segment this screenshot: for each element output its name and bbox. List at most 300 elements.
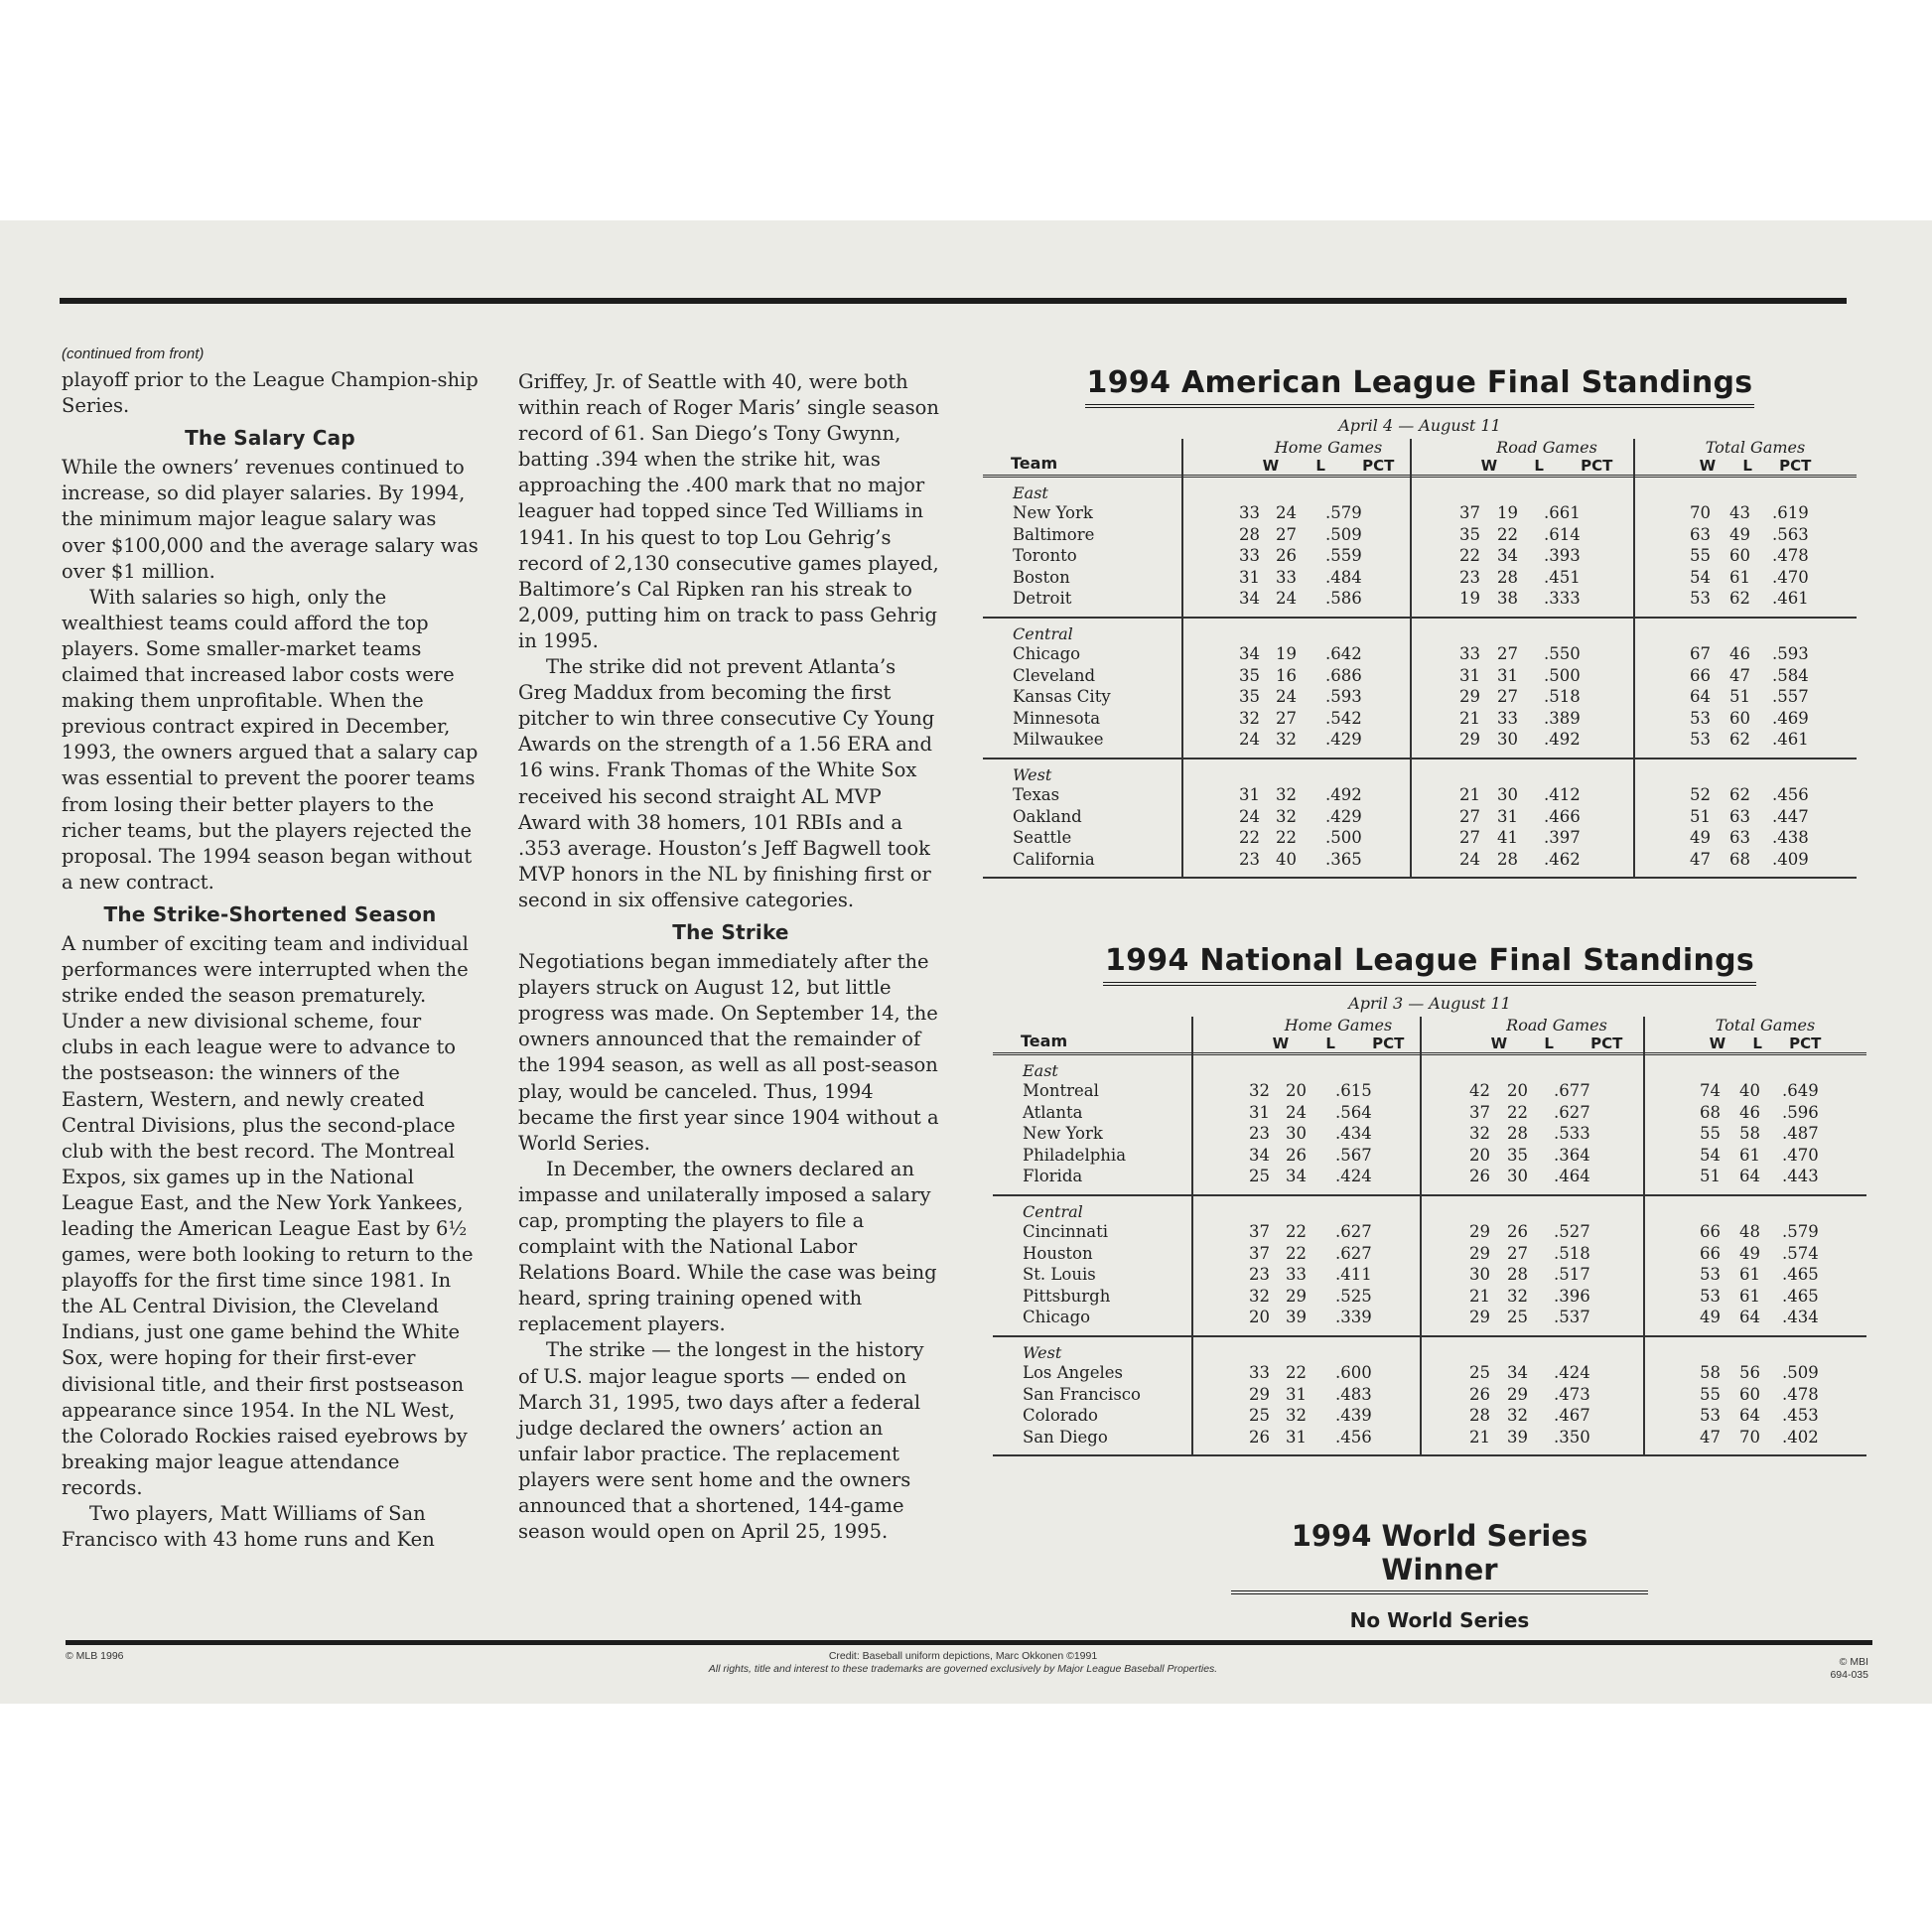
column-separator xyxy=(1181,439,1183,879)
stat-cell-hl: 39 xyxy=(1286,1308,1307,1327)
table-row xyxy=(993,1103,1866,1125)
world-series-box xyxy=(1231,1519,1648,1632)
stat-cell-rp: .397 xyxy=(1544,828,1581,848)
stat-cell-tp: .478 xyxy=(1772,546,1809,566)
stat-cell-hl: 30 xyxy=(1286,1124,1307,1144)
stat-cell-rp: .364 xyxy=(1554,1145,1590,1165)
stat-cell-rl: 27 xyxy=(1497,687,1518,707)
stat-cell-rl: 31 xyxy=(1497,806,1518,826)
al-dates: April 4 — August 11 xyxy=(1338,416,1501,435)
column-separator xyxy=(1191,1017,1193,1456)
stat-cell-tl: 62 xyxy=(1729,730,1750,750)
stat-cell-tl: 64 xyxy=(1739,1406,1760,1426)
stat-cell-rl: 27 xyxy=(1497,643,1518,663)
road-games-header xyxy=(1472,1017,1641,1052)
team-column-header: Team xyxy=(1021,1032,1068,1050)
division-central xyxy=(993,1196,1866,1337)
table-row xyxy=(983,807,1857,829)
stat-cell-tp: .456 xyxy=(1772,784,1809,804)
stat-cell-hp: .509 xyxy=(1325,524,1362,544)
stat-cell-rl: 30 xyxy=(1497,730,1518,750)
stat-cell-tw: 52 xyxy=(1690,784,1711,804)
stat-cell-tw: 53 xyxy=(1690,708,1711,728)
total-l-header: L xyxy=(1742,457,1752,475)
home-games-header xyxy=(1244,439,1413,475)
stat-cell-tw: 51 xyxy=(1700,1167,1721,1186)
stat-cell-hp: .564 xyxy=(1335,1102,1372,1122)
stat-cell-hp: .429 xyxy=(1325,806,1362,826)
stat-cell-hp: .593 xyxy=(1325,687,1362,707)
stat-cell-tw: 49 xyxy=(1690,828,1711,848)
team-name: Montreal xyxy=(1023,1081,1099,1100)
stat-cell-rl: 26 xyxy=(1507,1221,1528,1241)
stat-cell-rp: .527 xyxy=(1554,1221,1590,1241)
team-name: Seattle xyxy=(1013,828,1072,848)
stat-cell-rw: 33 xyxy=(1459,643,1480,663)
table-row xyxy=(993,1222,1866,1244)
table-row xyxy=(983,525,1857,547)
table-row xyxy=(983,850,1857,872)
stat-cell-hl: 29 xyxy=(1286,1286,1307,1306)
road-pct-header: PCT xyxy=(1590,1035,1623,1052)
world-series-result: No World Series xyxy=(1349,1608,1530,1632)
stat-cell-rw: 21 xyxy=(1459,784,1480,804)
stat-cell-hl: 16 xyxy=(1276,665,1297,685)
stat-cell-tp: .447 xyxy=(1772,806,1809,826)
stat-cell-rl: 32 xyxy=(1507,1286,1528,1306)
stat-cell-tw: 53 xyxy=(1700,1286,1721,1306)
stat-cell-hp: .686 xyxy=(1325,665,1362,685)
stat-cell-tw: 47 xyxy=(1700,1427,1721,1447)
division-name: West xyxy=(1013,764,1052,784)
stat-cell-tl: 48 xyxy=(1739,1221,1760,1241)
table-row xyxy=(983,709,1857,731)
stat-cell-tl: 46 xyxy=(1729,643,1750,663)
stat-cell-hp: .484 xyxy=(1325,567,1362,587)
stat-cell-tw: 53 xyxy=(1700,1265,1721,1285)
stat-cell-hp: .439 xyxy=(1335,1406,1372,1426)
stat-cell-hp: .525 xyxy=(1335,1286,1372,1306)
stat-cell-hl: 32 xyxy=(1276,806,1297,826)
stat-cell-hp: .627 xyxy=(1335,1221,1372,1241)
stat-cell-rw: 20 xyxy=(1469,1145,1490,1165)
paragraph: Two players, Matt Williams of San Francisco with 43 home runs and Ken xyxy=(62,1502,435,1552)
paragraph: Griffey, Jr. of Seattle with 40, were both within reach of Roger Maris’ single season record of 61. San Diego’s Tony Gwynn, batting .394 when the strike hit, was approaching the .400 mark that no major leaguer had topped since Ted Williams in 1941. In his quest to top Lou Gehrig’s record of 2,130 consecutive games played, Baltimore’s Cal Ripken ran his streak to 2,009, putting him on track to pass Gehrig in 1995. xyxy=(518,370,939,652)
home-games-header xyxy=(1254,1017,1423,1052)
stat-cell-rp: .517 xyxy=(1554,1265,1590,1285)
stat-cell-tw: 53 xyxy=(1690,589,1711,609)
team-name: Kansas City xyxy=(1013,687,1111,707)
stat-cell-hw: 24 xyxy=(1239,730,1260,750)
home-games-label: Home Games xyxy=(1284,1016,1393,1035)
column-separator xyxy=(1633,439,1635,879)
stat-cell-hp: .559 xyxy=(1325,546,1362,566)
team-name: Oakland xyxy=(1013,806,1082,826)
column-separator xyxy=(1420,1017,1422,1456)
intro-paragraph: playoff prior to the League Champion-ship Series. xyxy=(62,368,479,418)
stat-cell-hw: 37 xyxy=(1249,1243,1270,1263)
stat-cell-rp: .661 xyxy=(1544,503,1581,522)
bottom-divider xyxy=(66,1640,1872,1645)
stat-cell-hw: 25 xyxy=(1249,1406,1270,1426)
stat-cell-rp: .466 xyxy=(1544,806,1581,826)
stat-cell-rp: .451 xyxy=(1544,567,1581,587)
table-row xyxy=(983,546,1857,568)
stat-cell-tp: .402 xyxy=(1782,1427,1819,1447)
team-name: Cleveland xyxy=(1013,665,1096,685)
stat-cell-rp: .518 xyxy=(1554,1243,1590,1263)
team-name: Chicago xyxy=(1013,643,1081,663)
stat-cell-rp: .412 xyxy=(1544,784,1581,804)
stat-cell-hw: 26 xyxy=(1249,1427,1270,1447)
table-row xyxy=(993,1428,1866,1449)
stat-cell-hw: 23 xyxy=(1249,1124,1270,1144)
paragraph: A number of exciting team and individual performances were interrupted when the strike ended the season prematurely. Under a new divisional scheme, four clubs in each league were to advance to the postseason: the winners of the Eastern, Western, and newly created Central Divisions, plus the second-place club with the best record. The Montreal Expos, six games up in the National League East, and the New York Yankees, leading the American League East by 6½ games, were both looking to return to the playoffs for the first time since 1981. In the AL Central Division, the Cleveland Indians, just one game behind the White Sox, were hoping for their first-ever divisional title, and their first postseason appearance since 1954. In the NL West, the Colorado Rockies raised eyebrows by breaking major league attendance records. xyxy=(62,931,474,1499)
stat-cell-rp: .614 xyxy=(1544,524,1581,544)
stat-cell-tw: 66 xyxy=(1700,1243,1721,1263)
stat-cell-hp: .483 xyxy=(1335,1384,1372,1404)
article-column-1 xyxy=(62,342,479,1553)
table-row xyxy=(993,1308,1866,1329)
stat-cell-tl: 63 xyxy=(1729,828,1750,848)
stat-cell-rl: 22 xyxy=(1497,524,1518,544)
stat-cell-rl: 28 xyxy=(1497,849,1518,869)
paragraph: Negotiations began immediately after the players struck on August 12, but little progress was made. On September 14, the owners announced that the remainder of the 1994 season, as well as all post-season play, would be canceled. Thus, 1994 became the first year since 1904 without a World Series. xyxy=(518,950,939,1155)
table-row xyxy=(993,1287,1866,1309)
stat-cell-rp: .467 xyxy=(1554,1406,1590,1426)
stat-cell-hp: .429 xyxy=(1325,730,1362,750)
stat-cell-hw: 32 xyxy=(1239,708,1260,728)
stat-cell-rw: 21 xyxy=(1459,708,1480,728)
stat-cell-hl: 26 xyxy=(1276,546,1297,566)
home-w-header: W xyxy=(1262,457,1280,475)
paragraph: The strike did not prevent Atlanta’s Greg Maddux from becoming the first pitcher to win three consecutive Cy Young Awards on the strength of a 1.56 ERA and 16 wins. Frank Thomas of the White Sox received his second straight AL MVP Award with 38 homers, 101 RBIs and a .353 average. Houston’s Jeff Bagwell took MVP honors in the NL by finishing first or second in six offensive categories. xyxy=(518,655,935,911)
stat-cell-tw: 47 xyxy=(1690,849,1711,869)
stat-cell-tw: 66 xyxy=(1700,1221,1721,1241)
paragraph: In December, the owners declared an impasse and unilaterally imposed a salary cap, prompting the players to file a complaint with the National Labor Relations Board. While the case was being heard, spring training opened with replacement players. xyxy=(518,1157,937,1336)
stat-cell-rw: 35 xyxy=(1459,524,1480,544)
stat-cell-tw: 67 xyxy=(1690,643,1711,663)
stat-cell-tp: .465 xyxy=(1782,1286,1819,1306)
home-w-header: W xyxy=(1272,1035,1290,1052)
stat-cell-rw: 22 xyxy=(1459,546,1480,566)
table-row xyxy=(983,503,1857,525)
stat-cell-tw: 54 xyxy=(1700,1145,1721,1165)
stat-cell-rw: 26 xyxy=(1469,1384,1490,1404)
table-header xyxy=(993,1017,1866,1055)
stat-cell-hw: 31 xyxy=(1249,1102,1270,1122)
stat-cell-rp: .533 xyxy=(1554,1124,1590,1144)
total-w-header: W xyxy=(1709,1035,1726,1052)
stat-cell-hw: 24 xyxy=(1239,806,1260,826)
division-east xyxy=(993,1055,1866,1196)
team-name: Minnesota xyxy=(1013,708,1101,728)
stat-cell-tp: .584 xyxy=(1772,665,1809,685)
team-name: Texas xyxy=(1013,784,1060,804)
division-west xyxy=(993,1337,1866,1456)
stat-cell-rp: .464 xyxy=(1554,1167,1590,1186)
stat-cell-rw: 32 xyxy=(1469,1124,1490,1144)
stat-cell-tw: 70 xyxy=(1690,503,1711,522)
stat-cell-tp: .470 xyxy=(1772,567,1809,587)
stat-cell-tl: 49 xyxy=(1729,524,1750,544)
continued-note: (continued from front) xyxy=(62,345,205,362)
table-row xyxy=(993,1363,1866,1385)
stat-cell-tl: 60 xyxy=(1739,1384,1760,1404)
stat-cell-tp: .563 xyxy=(1772,524,1809,544)
stat-cell-hl: 32 xyxy=(1276,784,1297,804)
division-name: Central xyxy=(1013,623,1073,643)
stat-cell-hw: 35 xyxy=(1239,687,1260,707)
team-name: Cincinnati xyxy=(1023,1221,1109,1241)
stat-cell-rw: 29 xyxy=(1459,730,1480,750)
stat-cell-hl: 22 xyxy=(1276,828,1297,848)
stat-cell-rw: 24 xyxy=(1459,849,1480,869)
stat-cell-rl: 29 xyxy=(1507,1384,1528,1404)
team-name: Houston xyxy=(1023,1243,1093,1263)
table-row xyxy=(993,1265,1866,1287)
stat-cell-hw: 33 xyxy=(1249,1362,1270,1382)
division-name: East xyxy=(1013,483,1048,502)
home-l-header: L xyxy=(1325,1035,1335,1052)
stat-cell-tp: .509 xyxy=(1782,1362,1819,1382)
stat-cell-hw: 37 xyxy=(1249,1221,1270,1241)
stat-cell-rl: 30 xyxy=(1497,784,1518,804)
total-games-label: Total Games xyxy=(1705,438,1806,457)
stat-cell-hw: 22 xyxy=(1239,828,1260,848)
stat-cell-rl: 27 xyxy=(1507,1243,1528,1263)
stat-cell-tw: 74 xyxy=(1700,1081,1721,1100)
al-title: 1994 American League Final Standings xyxy=(1085,365,1755,408)
stat-cell-rp: .389 xyxy=(1544,708,1581,728)
team-name: Florida xyxy=(1023,1167,1083,1186)
stat-cell-tp: .487 xyxy=(1782,1124,1819,1144)
stat-cell-tl: 56 xyxy=(1739,1362,1760,1382)
table-row xyxy=(983,828,1857,850)
stat-cell-rw: 28 xyxy=(1469,1406,1490,1426)
team-name: New York xyxy=(1013,503,1093,522)
stat-cell-rl: 38 xyxy=(1497,589,1518,609)
stat-cell-hp: .600 xyxy=(1335,1362,1372,1382)
stat-cell-rp: .424 xyxy=(1554,1362,1590,1382)
stat-cell-tl: 61 xyxy=(1739,1145,1760,1165)
table-row xyxy=(983,785,1857,807)
table-row xyxy=(983,644,1857,666)
stat-cell-hl: 19 xyxy=(1276,643,1297,663)
nl-standings-table xyxy=(993,1017,1866,1456)
stat-cell-hp: .567 xyxy=(1335,1145,1372,1165)
nl-standings xyxy=(993,943,1866,1456)
stat-cell-rp: .627 xyxy=(1554,1102,1590,1122)
division-west xyxy=(983,759,1857,879)
stat-cell-rw: 29 xyxy=(1469,1308,1490,1327)
stat-cell-hp: .586 xyxy=(1325,589,1362,609)
stat-cell-rp: .393 xyxy=(1544,546,1581,566)
column-separator xyxy=(1410,439,1412,879)
stat-cell-rl: 32 xyxy=(1507,1406,1528,1426)
stat-cell-tl: 70 xyxy=(1739,1427,1760,1447)
stat-cell-tp: .649 xyxy=(1782,1081,1819,1100)
stat-cell-hl: 24 xyxy=(1286,1102,1307,1122)
stat-cell-rw: 37 xyxy=(1469,1102,1490,1122)
stat-cell-tp: .478 xyxy=(1782,1384,1819,1404)
stat-cell-tp: .461 xyxy=(1772,589,1809,609)
home-l-header: L xyxy=(1315,457,1325,475)
stat-cell-rl: 41 xyxy=(1497,828,1518,848)
stat-cell-hp: .642 xyxy=(1325,643,1362,663)
stat-cell-tl: 40 xyxy=(1739,1081,1760,1100)
home-games-label: Home Games xyxy=(1274,438,1383,457)
stat-cell-tl: 49 xyxy=(1739,1243,1760,1263)
stat-cell-hl: 22 xyxy=(1286,1362,1307,1382)
team-name: Philadelphia xyxy=(1023,1145,1127,1165)
nl-title: 1994 National League Final Standings xyxy=(1103,943,1756,986)
stat-cell-hp: .500 xyxy=(1325,828,1362,848)
copyright-mlb: © MLB 1996 xyxy=(66,1650,124,1662)
division-name: West xyxy=(1023,1342,1062,1362)
stat-cell-rl: 35 xyxy=(1507,1145,1528,1165)
stat-cell-rl: 33 xyxy=(1497,708,1518,728)
stat-cell-hw: 23 xyxy=(1249,1265,1270,1285)
stat-cell-tl: 61 xyxy=(1739,1286,1760,1306)
team-name: California xyxy=(1013,849,1095,869)
stat-cell-rw: 23 xyxy=(1459,567,1480,587)
road-pct-header: PCT xyxy=(1581,457,1613,475)
stat-cell-hp: .615 xyxy=(1335,1081,1372,1100)
stat-cell-rp: .492 xyxy=(1544,730,1581,750)
stat-cell-hw: 20 xyxy=(1249,1308,1270,1327)
stat-cell-tp: .461 xyxy=(1772,730,1809,750)
stat-cell-tl: 60 xyxy=(1729,708,1750,728)
stat-cell-rl: 34 xyxy=(1497,546,1518,566)
stat-cell-hw: 34 xyxy=(1249,1145,1270,1165)
stat-cell-rw: 21 xyxy=(1469,1427,1490,1447)
stat-cell-hw: 31 xyxy=(1239,567,1260,587)
table-row xyxy=(993,1081,1866,1103)
team-name: Toronto xyxy=(1013,546,1077,566)
team-name: St. Louis xyxy=(1023,1265,1096,1285)
stat-cell-rp: .473 xyxy=(1554,1384,1590,1404)
stat-cell-hl: 27 xyxy=(1276,708,1297,728)
stat-cell-tw: 68 xyxy=(1700,1102,1721,1122)
stat-cell-hw: 33 xyxy=(1239,546,1260,566)
stat-cell-rw: 21 xyxy=(1469,1286,1490,1306)
rights-line: All rights, title and interest to these trademarks are governed exclusively by Major League Baseball Properties. xyxy=(708,1663,1218,1675)
total-games-header xyxy=(1686,439,1825,475)
stat-cell-rw: 27 xyxy=(1459,806,1480,826)
total-games-label: Total Games xyxy=(1715,1016,1816,1035)
stat-cell-tl: 64 xyxy=(1739,1308,1760,1327)
total-w-header: W xyxy=(1699,457,1717,475)
stat-cell-tw: 55 xyxy=(1690,546,1711,566)
top-divider xyxy=(60,298,1847,304)
stat-cell-hl: 22 xyxy=(1286,1243,1307,1263)
stat-cell-tl: 63 xyxy=(1729,806,1750,826)
home-pct-header: PCT xyxy=(1362,457,1395,475)
stat-cell-hl: 31 xyxy=(1286,1384,1307,1404)
stat-cell-tp: .579 xyxy=(1782,1221,1819,1241)
stat-cell-rp: .350 xyxy=(1554,1427,1590,1447)
road-games-header xyxy=(1462,439,1631,475)
stat-cell-tl: 43 xyxy=(1729,503,1750,522)
stat-cell-tw: 58 xyxy=(1700,1362,1721,1382)
road-w-header: W xyxy=(1490,1035,1508,1052)
stat-cell-rw: 29 xyxy=(1459,687,1480,707)
stat-cell-hl: 26 xyxy=(1286,1145,1307,1165)
stat-cell-hl: 33 xyxy=(1286,1265,1307,1285)
stat-cell-rp: .537 xyxy=(1554,1308,1590,1327)
stat-cell-hl: 34 xyxy=(1286,1167,1307,1186)
stat-cell-hw: 29 xyxy=(1249,1384,1270,1404)
division-name: East xyxy=(1023,1061,1058,1080)
team-name: Milwaukee xyxy=(1013,730,1104,750)
stat-cell-rl: 22 xyxy=(1507,1102,1528,1122)
table-row xyxy=(993,1146,1866,1168)
road-games-label: Road Games xyxy=(1506,1016,1607,1035)
stat-cell-rp: .333 xyxy=(1544,589,1581,609)
stat-cell-hp: .492 xyxy=(1325,784,1362,804)
stat-cell-hl: 27 xyxy=(1276,524,1297,544)
stat-cell-rp: .677 xyxy=(1554,1081,1590,1100)
total-l-header: L xyxy=(1752,1035,1762,1052)
stat-cell-tl: 46 xyxy=(1739,1102,1760,1122)
stat-cell-hl: 20 xyxy=(1286,1081,1307,1100)
stat-cell-hp: .411 xyxy=(1335,1265,1372,1285)
stat-cell-rl: 28 xyxy=(1507,1265,1528,1285)
team-name: Detroit xyxy=(1013,589,1072,609)
card-back xyxy=(0,220,1932,1704)
stat-cell-tp: .596 xyxy=(1782,1102,1819,1122)
stat-cell-hp: .424 xyxy=(1335,1167,1372,1186)
road-l-header: L xyxy=(1544,1035,1554,1052)
stat-cell-rl: 25 xyxy=(1507,1308,1528,1327)
table-row xyxy=(983,568,1857,590)
stat-cell-tw: 63 xyxy=(1690,524,1711,544)
stat-cell-rw: 30 xyxy=(1469,1265,1490,1285)
stat-cell-tp: .469 xyxy=(1772,708,1809,728)
division-name: Central xyxy=(1023,1201,1083,1221)
stat-cell-hl: 22 xyxy=(1286,1221,1307,1241)
copyright-mbi: © MBI xyxy=(1839,1656,1868,1668)
stat-cell-tw: 55 xyxy=(1700,1124,1721,1144)
table-row xyxy=(993,1406,1866,1428)
total-pct-header: PCT xyxy=(1789,1035,1822,1052)
stat-cell-hp: .542 xyxy=(1325,708,1362,728)
table-row xyxy=(993,1385,1866,1407)
world-series-title: 1994 World Series Winner xyxy=(1231,1519,1648,1594)
stat-cell-tl: 68 xyxy=(1729,849,1750,869)
team-name: Colorado xyxy=(1023,1406,1098,1426)
stat-cell-rw: 31 xyxy=(1459,665,1480,685)
stat-cell-rw: 29 xyxy=(1469,1221,1490,1241)
product-code: 694-035 xyxy=(1830,1669,1868,1681)
stat-cell-rl: 31 xyxy=(1497,665,1518,685)
stat-cell-tl: 60 xyxy=(1729,546,1750,566)
stat-cell-rl: 20 xyxy=(1507,1081,1528,1100)
stat-cell-tp: .409 xyxy=(1772,849,1809,869)
stat-cell-tl: 64 xyxy=(1739,1167,1760,1186)
table-header xyxy=(983,439,1857,478)
stat-cell-hl: 24 xyxy=(1276,503,1297,522)
division-central xyxy=(983,619,1857,759)
stat-cell-tp: .434 xyxy=(1782,1308,1819,1327)
stat-cell-hw: 31 xyxy=(1239,784,1260,804)
stat-cell-tl: 62 xyxy=(1729,784,1750,804)
stat-cell-tl: 61 xyxy=(1739,1265,1760,1285)
home-pct-header: PCT xyxy=(1372,1035,1405,1052)
stat-cell-tp: .470 xyxy=(1782,1145,1819,1165)
stat-cell-rp: .518 xyxy=(1544,687,1581,707)
